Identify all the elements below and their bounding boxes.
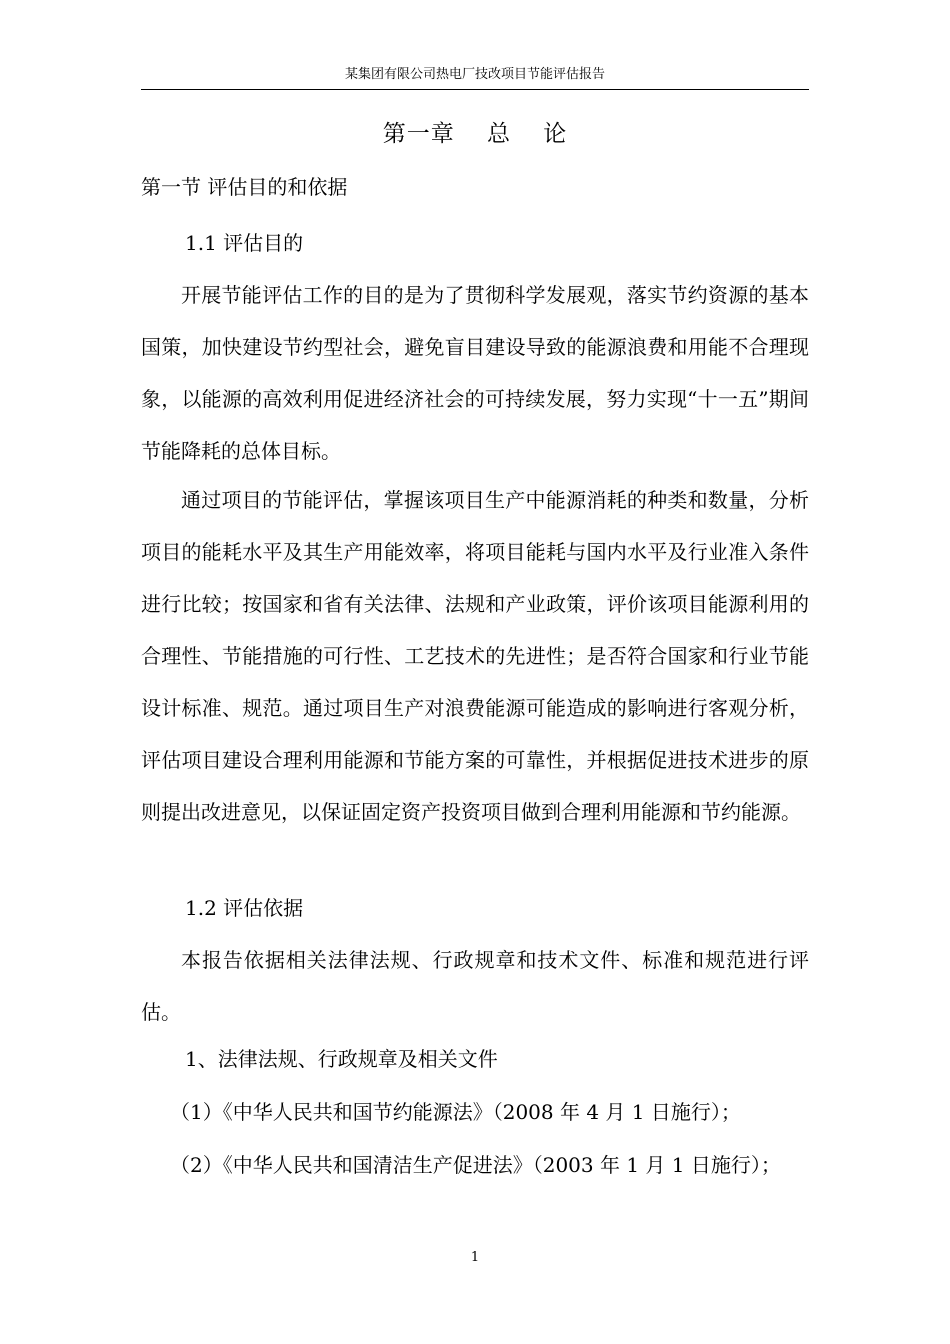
section-title: 第一节 评估目的和依据 [141, 175, 348, 199]
subsection-title-basis: 1.2 评估依据 [185, 896, 304, 920]
header-rule [141, 89, 809, 90]
running-header: 某集团有限公司热电厂技改项目节能评估报告 [344, 67, 605, 82]
paragraph-basis: 本报告依据相关法律法规、行政规章和技术文件、标准和规范进行评估。 [141, 948, 809, 1024]
list-heading: 1、法律法规、行政规章及相关文件 [185, 1047, 498, 1071]
list-item: （2）《中华人民共和国清洁生产促进法》（2003 年 1 月 1 日施行）； [170, 1153, 781, 1177]
paragraph-purpose: 开展节能评估工作的目的是为了贯彻科学发展观，落实节约资源的基本国策，加快建设节约型社会，避免盲目建设导致的能源浪费和用能不合理现象，以能源的高效利用促进经济社会的可持续发展，努力实现“十一五”期间节能降耗的总体目标。 [141, 283, 809, 463]
chapter-title: 第一章 总 论 [382, 121, 568, 147]
paragraph-assessment: 通过项目的节能评估，掌握该项目生产中能源消耗的种类和数量，分析项目的能耗水平及其生产用能效率，将项目能耗与国内水平及行业准入条件进行比较；按国家和省有关法律、法规和产业政策，评价该项目能源利用的合理性、节能措施的可行性、工艺技术的先进性；是否符合国家和行业节能设计标准、规范。通过项目生产对浪费能源可能造成的影响进行客观分析，评估项目建设合理利用能源和节能方案的可靠性，并根据促进技术进步的原则提出改进意见，以保证固定资产投资项目做到合理利用能源和节约能源。 [141, 488, 809, 824]
list-item: （1）《中华人民共和国节约能源法》（2008 年 4 月 1 日施行）； [170, 1100, 741, 1124]
page-number: 1 [470, 1250, 480, 1265]
subsection-title-purpose: 1.1 评估目的 [185, 231, 304, 255]
